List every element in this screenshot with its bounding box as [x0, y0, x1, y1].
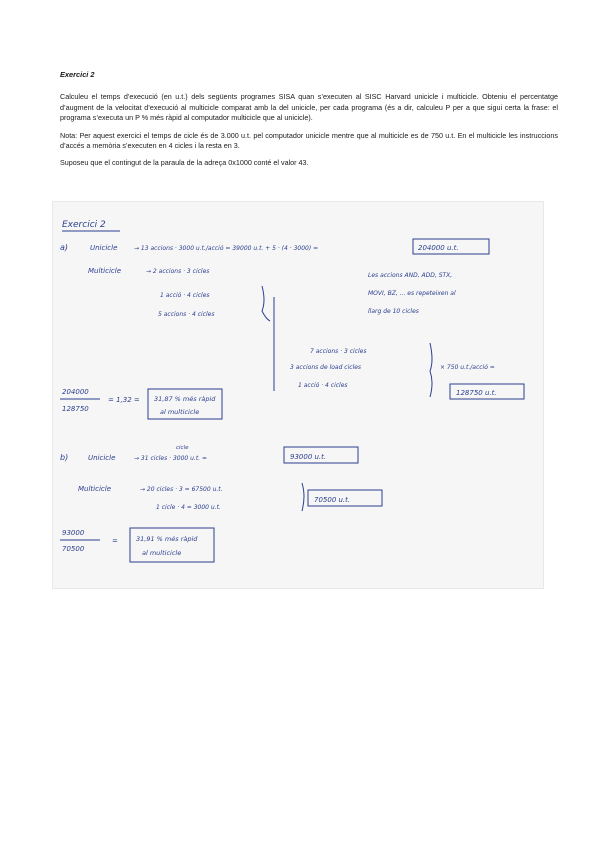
hw-b-multicycle-label: Multicicle — [78, 485, 112, 493]
exercise-statement-block — [60, 70, 558, 176]
hw-a-speedup-line2: al multicicle — [160, 408, 200, 416]
hw-a-note-1: Les accions AND, ADD, STX, — [368, 272, 453, 279]
hw-b-mc-line1: → 20 cicles · 3 = 67500 u.t. — [140, 486, 223, 493]
hw-a-brace — [262, 286, 270, 321]
hw-b-unicycle-result: 93000 u.t. — [290, 453, 327, 461]
hw-a-inner-line3: 1 acció · 4 cicles — [298, 382, 348, 389]
hw-b-unicycle-calc: → 31 cicles · 3000 u.t. = — [134, 455, 208, 462]
hw-a-speedup-line1: 31,87 % més ràpid — [154, 395, 216, 403]
hw-b-speedup-line2: al multicicle — [142, 549, 182, 557]
hw-a-inner-line1: 7 accions · 3 cicles — [310, 348, 367, 355]
hw-a-inner-brace — [430, 343, 432, 397]
hw-part-a-label: a) — [60, 243, 69, 252]
hw-a-mc-line2: 1 acció · 4 cicles — [160, 292, 210, 299]
exercise-note: Nota: Per aquest exercici el temps de cicle és de 3.000 u.t. pel computador unicicle mentre que al multicicle es de 750 u.t. En el multicicle les instruccions d’accés a memòria s’executen en 4 cicles i la resta en 3. — [60, 130, 558, 151]
hw-b-ratio-den: 70500 — [62, 545, 85, 553]
hw-b-ratio-num: 93000 — [62, 529, 85, 537]
hw-a-inner-line2: 3 accions de load cicles — [290, 364, 362, 371]
handwritten-solution-drawing — [52, 201, 544, 589]
hw-part-b-label: b) — [60, 453, 69, 462]
hw-a-multicycle-label: Multicicle — [88, 267, 122, 275]
hw-b-mc-result: 70500 u.t. — [314, 496, 351, 504]
hw-a-inner-result: 128750 u.t. — [456, 389, 497, 397]
hw-a-ratio-num: 204000 — [62, 388, 89, 396]
exercise-title: Exercici 2 — [60, 70, 95, 79]
hw-a-unicycle-calc: → 13 accions · 3000 u.t./acció = 39000 u.t. + 5 · (4 · 3000) = — [134, 245, 319, 252]
hw-a-note-3: llarg de 10 cicles — [368, 308, 419, 315]
hw-a-ratio-den: 128750 — [62, 405, 89, 413]
hw-b-unicycle-label: Unicicle — [88, 454, 116, 462]
exercise-statement: Calculeu el temps d’execució (en u.t.) dels següents programes SISA quan s’executen al SISC Harvard unicicle i multicicle. Obteniu el percentatge d’augment de la velocitat d’execució al multicicle comparat amb la del unicicle, per cada programa (és a dir, calculeu P per a que sigui certa la frase: el programa s’executa un P % més ràpid al computador multicicle que al unicicle). — [60, 92, 558, 123]
hw-a-mc-line1: → 2 accions · 3 cicles — [146, 268, 210, 275]
hw-b-unicycle-calc-top: cicle — [176, 445, 189, 451]
hw-b-brace — [302, 483, 304, 511]
hw-a-inner-calc: × 750 u.t./acció = — [440, 364, 495, 371]
hw-b-ratio-value: = — [112, 537, 118, 545]
hw-a-note-2: MOVI, BZ, ... es repeteixen al — [368, 290, 456, 297]
hw-a-mc-line3: 5 accions · 4 cicles — [158, 311, 215, 318]
hw-a-unicycle-label: Unicicle — [90, 244, 118, 252]
handwritten-solution-scan — [52, 201, 544, 589]
hw-title: Exercici 2 — [62, 220, 106, 230]
hw-b-mc-line2: 1 cicle · 4 = 3000 u.t. — [156, 504, 221, 511]
exercise-assumption: Suposeu que el contingut de la paraula de la adreça 0x1000 conté el valor 43. — [60, 158, 309, 168]
hw-a-unicycle-result: 204000 u.t. — [418, 244, 459, 252]
hw-a-ratio-value: = 1,32 = — [108, 396, 140, 404]
hw-b-speedup-line1: 31,91 % més ràpid — [136, 535, 198, 543]
